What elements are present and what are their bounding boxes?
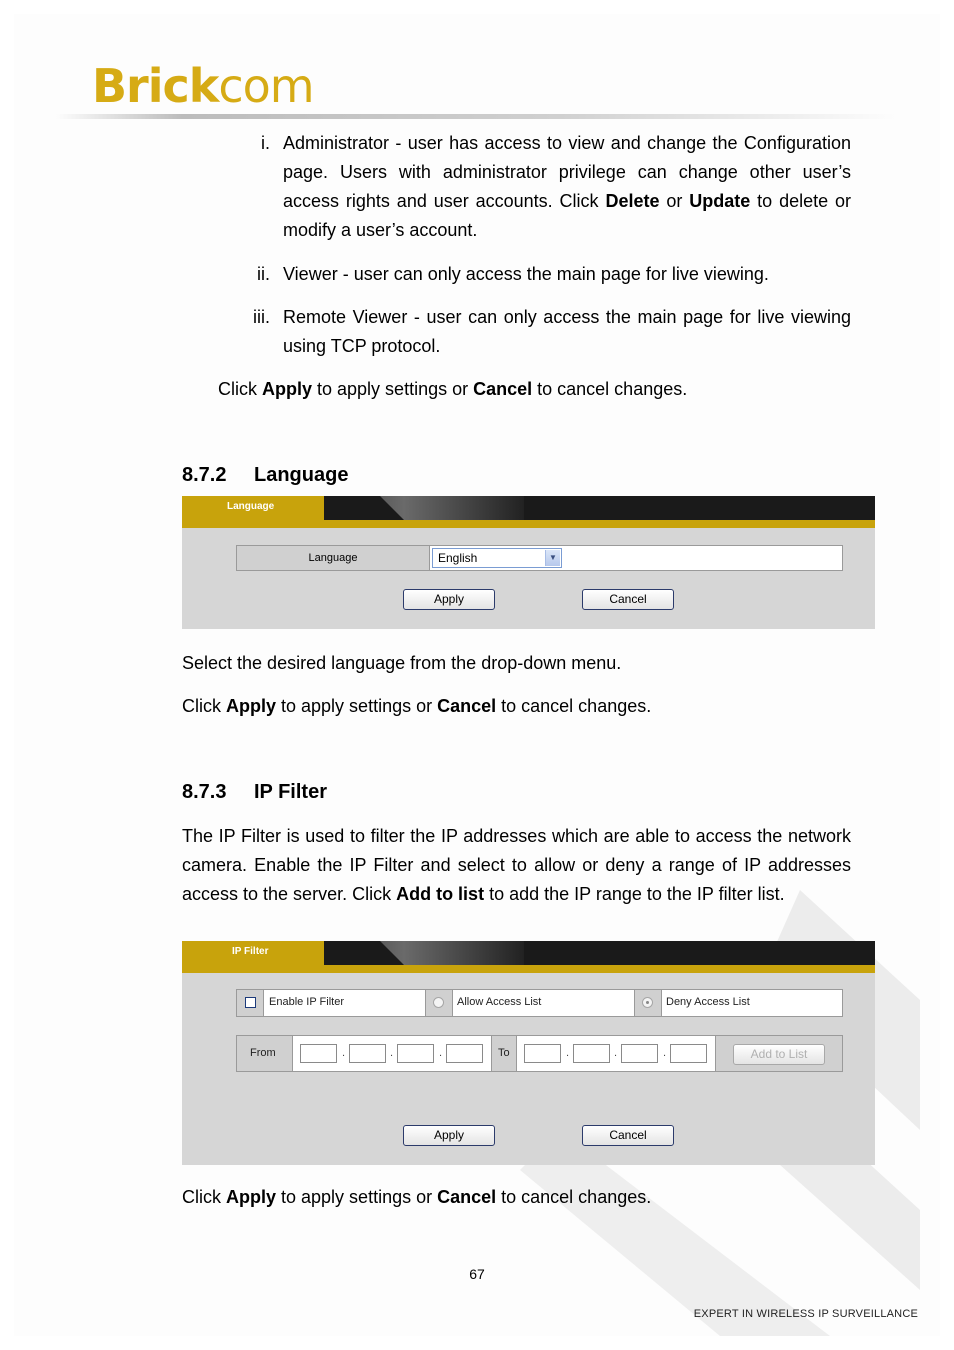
- list-number: ii.: [257, 264, 270, 284]
- list-item-administrator: Administrator - user has access to view and change the Configuration page. Users with administrator privilege can change other user’s access rights and user accounts. Click Delete or Update to delete or modify a user’s account.: [283, 133, 851, 240]
- add-to-list-button[interactable]: Add to List: [733, 1044, 825, 1065]
- ip-range-row: From . . . To . . . Add to List: [236, 1035, 843, 1072]
- header-rule: [56, 114, 896, 119]
- language-select[interactable]: English ▼: [432, 548, 562, 568]
- cancel-button[interactable]: Cancel: [582, 589, 674, 610]
- list-number: i.: [261, 133, 270, 153]
- list-item-remote-viewer: Remote Viewer - user can only access the main page for live viewing using TCP protocol.: [283, 307, 851, 356]
- allow-access-list-label: Allow Access List: [457, 996, 542, 1008]
- brickcom-logo: Brickcom: [92, 59, 314, 113]
- list-item-viewer: Viewer - user can only access the main page for live viewing.: [283, 264, 769, 284]
- to-ip-octet-4[interactable]: [670, 1044, 707, 1063]
- ip-filter-options-row: [236, 989, 843, 1017]
- footer-tagline: EXPERT IN WIRELESS IP SURVEILLANCE: [693, 1308, 918, 1320]
- enable-ip-filter-checkbox[interactable]: [245, 997, 256, 1008]
- to-ip-octet-3[interactable]: [621, 1044, 658, 1063]
- panel-tab-ip-filter: IP Filter: [182, 941, 324, 965]
- to-ip-octet-2[interactable]: [573, 1044, 610, 1063]
- section-heading-language: 8.7.2 Language: [182, 464, 349, 486]
- ip-filter-panel: [182, 941, 875, 1165]
- from-ip-octet-2[interactable]: [349, 1044, 386, 1063]
- to-ip-octet-1[interactable]: [524, 1044, 561, 1063]
- to-label: To: [498, 1047, 510, 1059]
- click-apply-line: Click Apply to apply settings or Cancel to cancel changes.: [182, 1187, 652, 1207]
- apply-button[interactable]: Apply: [403, 1125, 495, 1146]
- language-label: Language: [237, 546, 430, 570]
- chevron-down-icon: ▼: [545, 550, 560, 566]
- allow-access-list-radio[interactable]: [433, 997, 444, 1008]
- from-ip-octet-3[interactable]: [397, 1044, 434, 1063]
- from-ip-octet-1[interactable]: [300, 1044, 337, 1063]
- language-row: [236, 545, 843, 571]
- deny-access-list-label: Deny Access List: [666, 996, 750, 1008]
- click-apply-line: Click Apply to apply settings or Cancel to cancel changes.: [182, 696, 652, 716]
- cancel-button[interactable]: Cancel: [582, 1125, 674, 1146]
- page-number: 67: [469, 1266, 485, 1282]
- apply-button[interactable]: Apply: [403, 589, 495, 610]
- click-apply-line: Click Apply to apply settings or Cancel to cancel changes.: [218, 379, 688, 399]
- panel-tab-language: Language: [182, 496, 324, 520]
- from-ip-octet-4[interactable]: [446, 1044, 483, 1063]
- from-label: From: [250, 1047, 276, 1059]
- section-heading-ip-filter: 8.7.3 IP Filter: [182, 781, 327, 803]
- language-description: Select the desired language from the drop-down menu.: [182, 653, 622, 673]
- language-panel: [182, 496, 875, 629]
- deny-access-list-radio[interactable]: [642, 997, 653, 1008]
- ip-filter-description: The IP Filter is used to filter the IP addresses which are able to access the network camera. Enable the IP Filter and select to allow or deny a range of IP addresses access to the server. Click Add to list to add the IP range to the IP filter list.: [182, 826, 851, 904]
- list-number: iii.: [253, 307, 270, 327]
- enable-ip-filter-label: Enable IP Filter: [269, 996, 345, 1008]
